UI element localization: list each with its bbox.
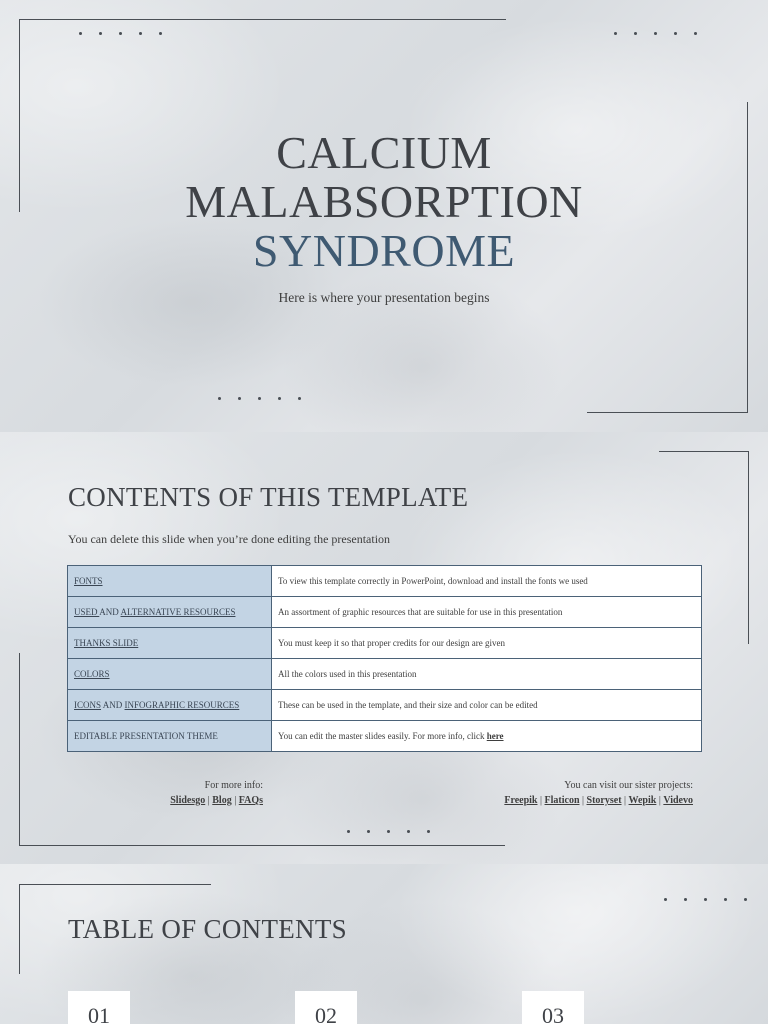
used-resources-link[interactable]: USED [74,607,100,617]
table-value-cell: An assortment of graphic resources that are suitable for use in this presentation [272,597,702,628]
table-key-cell [68,566,272,597]
icons-link[interactable]: ICONS [74,700,102,710]
flaticon-link[interactable]: Flaticon [544,795,580,806]
table-key-cell [68,628,272,659]
table-key-cell [68,659,272,690]
thanks-slide-link[interactable]: THANKS SLIDE [74,638,139,648]
frame-line-top [20,19,506,20]
table-row [68,628,702,659]
fonts-link[interactable]: FONTS [74,576,103,586]
section-number-3: 03 [522,991,584,1024]
dots-decoration-top-right [664,898,764,901]
dots-decoration-bottom [218,397,318,400]
storyset-link[interactable]: Storyset [586,795,622,806]
theme-description: You can edit the master slides easily. For more info, click [278,731,487,741]
colors-link[interactable]: COLORS [74,669,110,679]
contents-slide [0,432,768,864]
infographic-resources-link[interactable]: INFOGRAPHIC RESOURCES [124,700,240,710]
here-link[interactable]: here [486,731,504,741]
blog-link[interactable]: Blog [212,795,232,806]
table-value-cell: These can be used in the template, and their size and color can be edited [272,690,702,721]
separator: | [537,795,545,806]
separator: | [231,795,239,806]
table-value-cell: You must keep it so that proper credits for our design are given [272,628,702,659]
title-line-3: SYNDROME [252,225,516,276]
frame-line-bottom [19,845,505,846]
more-info-block [140,778,263,808]
table-row [68,597,702,628]
toc-title: TABLE OF CONTENTS [68,914,347,944]
table-key-cell: EDITABLE PRESENTATION THEME [68,721,272,752]
separator: | [579,795,587,806]
frame-line-right [748,451,749,644]
frame-line-bottom [587,412,748,413]
table-row [68,690,702,721]
alternative-resources-link[interactable]: ALTERNATIVE RESOURCES [120,607,236,617]
title-line-2: MALABSORPTION [185,176,583,227]
dots-decoration-top-right [614,32,714,35]
separator: | [205,795,213,806]
key-connector: AND [99,607,121,617]
frame-line-left [19,653,20,846]
presentation-subtitle: Here is where your presentation begins [278,290,490,305]
slidesgo-link[interactable]: Slidesgo [170,795,206,806]
frame-line-top [19,884,211,885]
contents-table [67,565,702,752]
table-row [68,721,702,752]
frame-line-top-right [659,451,749,452]
wepik-link[interactable]: Wepik [628,795,657,806]
videvo-link[interactable]: Videvo [663,795,693,806]
table-key-cell [68,597,272,628]
freepik-link[interactable]: Freepik [504,795,538,806]
section-number-2: 02 [295,991,357,1024]
more-info-label: For more info: [204,780,263,791]
table-key-cell [68,690,272,721]
presentation-title [0,128,768,275]
contents-title: CONTENTS OF THIS TEMPLATE [68,482,469,512]
contents-description: You can delete this slide when you’re done editing the presentation [68,532,391,546]
dots-decoration-bottom [347,830,447,833]
table-value-cell: To view this template correctly in PowerPoint, download and install the fonts we used [272,566,702,597]
key-connector: AND [101,700,125,710]
section-number-1: 01 [68,991,130,1024]
title-line-1: CALCIUM [276,127,492,178]
title-slide [0,0,768,432]
sister-projects-links [470,793,693,808]
table-row [68,659,702,690]
sister-projects-block [470,778,693,808]
table-row [68,566,702,597]
separator: | [621,795,629,806]
more-info-links [140,793,263,808]
table-value-cell [272,721,702,752]
frame-line-left [19,884,20,974]
faqs-link[interactable]: FAQs [238,795,263,806]
dots-decoration-top-left [79,32,179,35]
table-value-cell: All the colors used in this presentation [272,659,702,690]
table-of-contents-slide [0,864,768,1024]
sister-projects-label: You can visit our sister projects: [564,780,693,791]
separator: | [656,795,664,806]
